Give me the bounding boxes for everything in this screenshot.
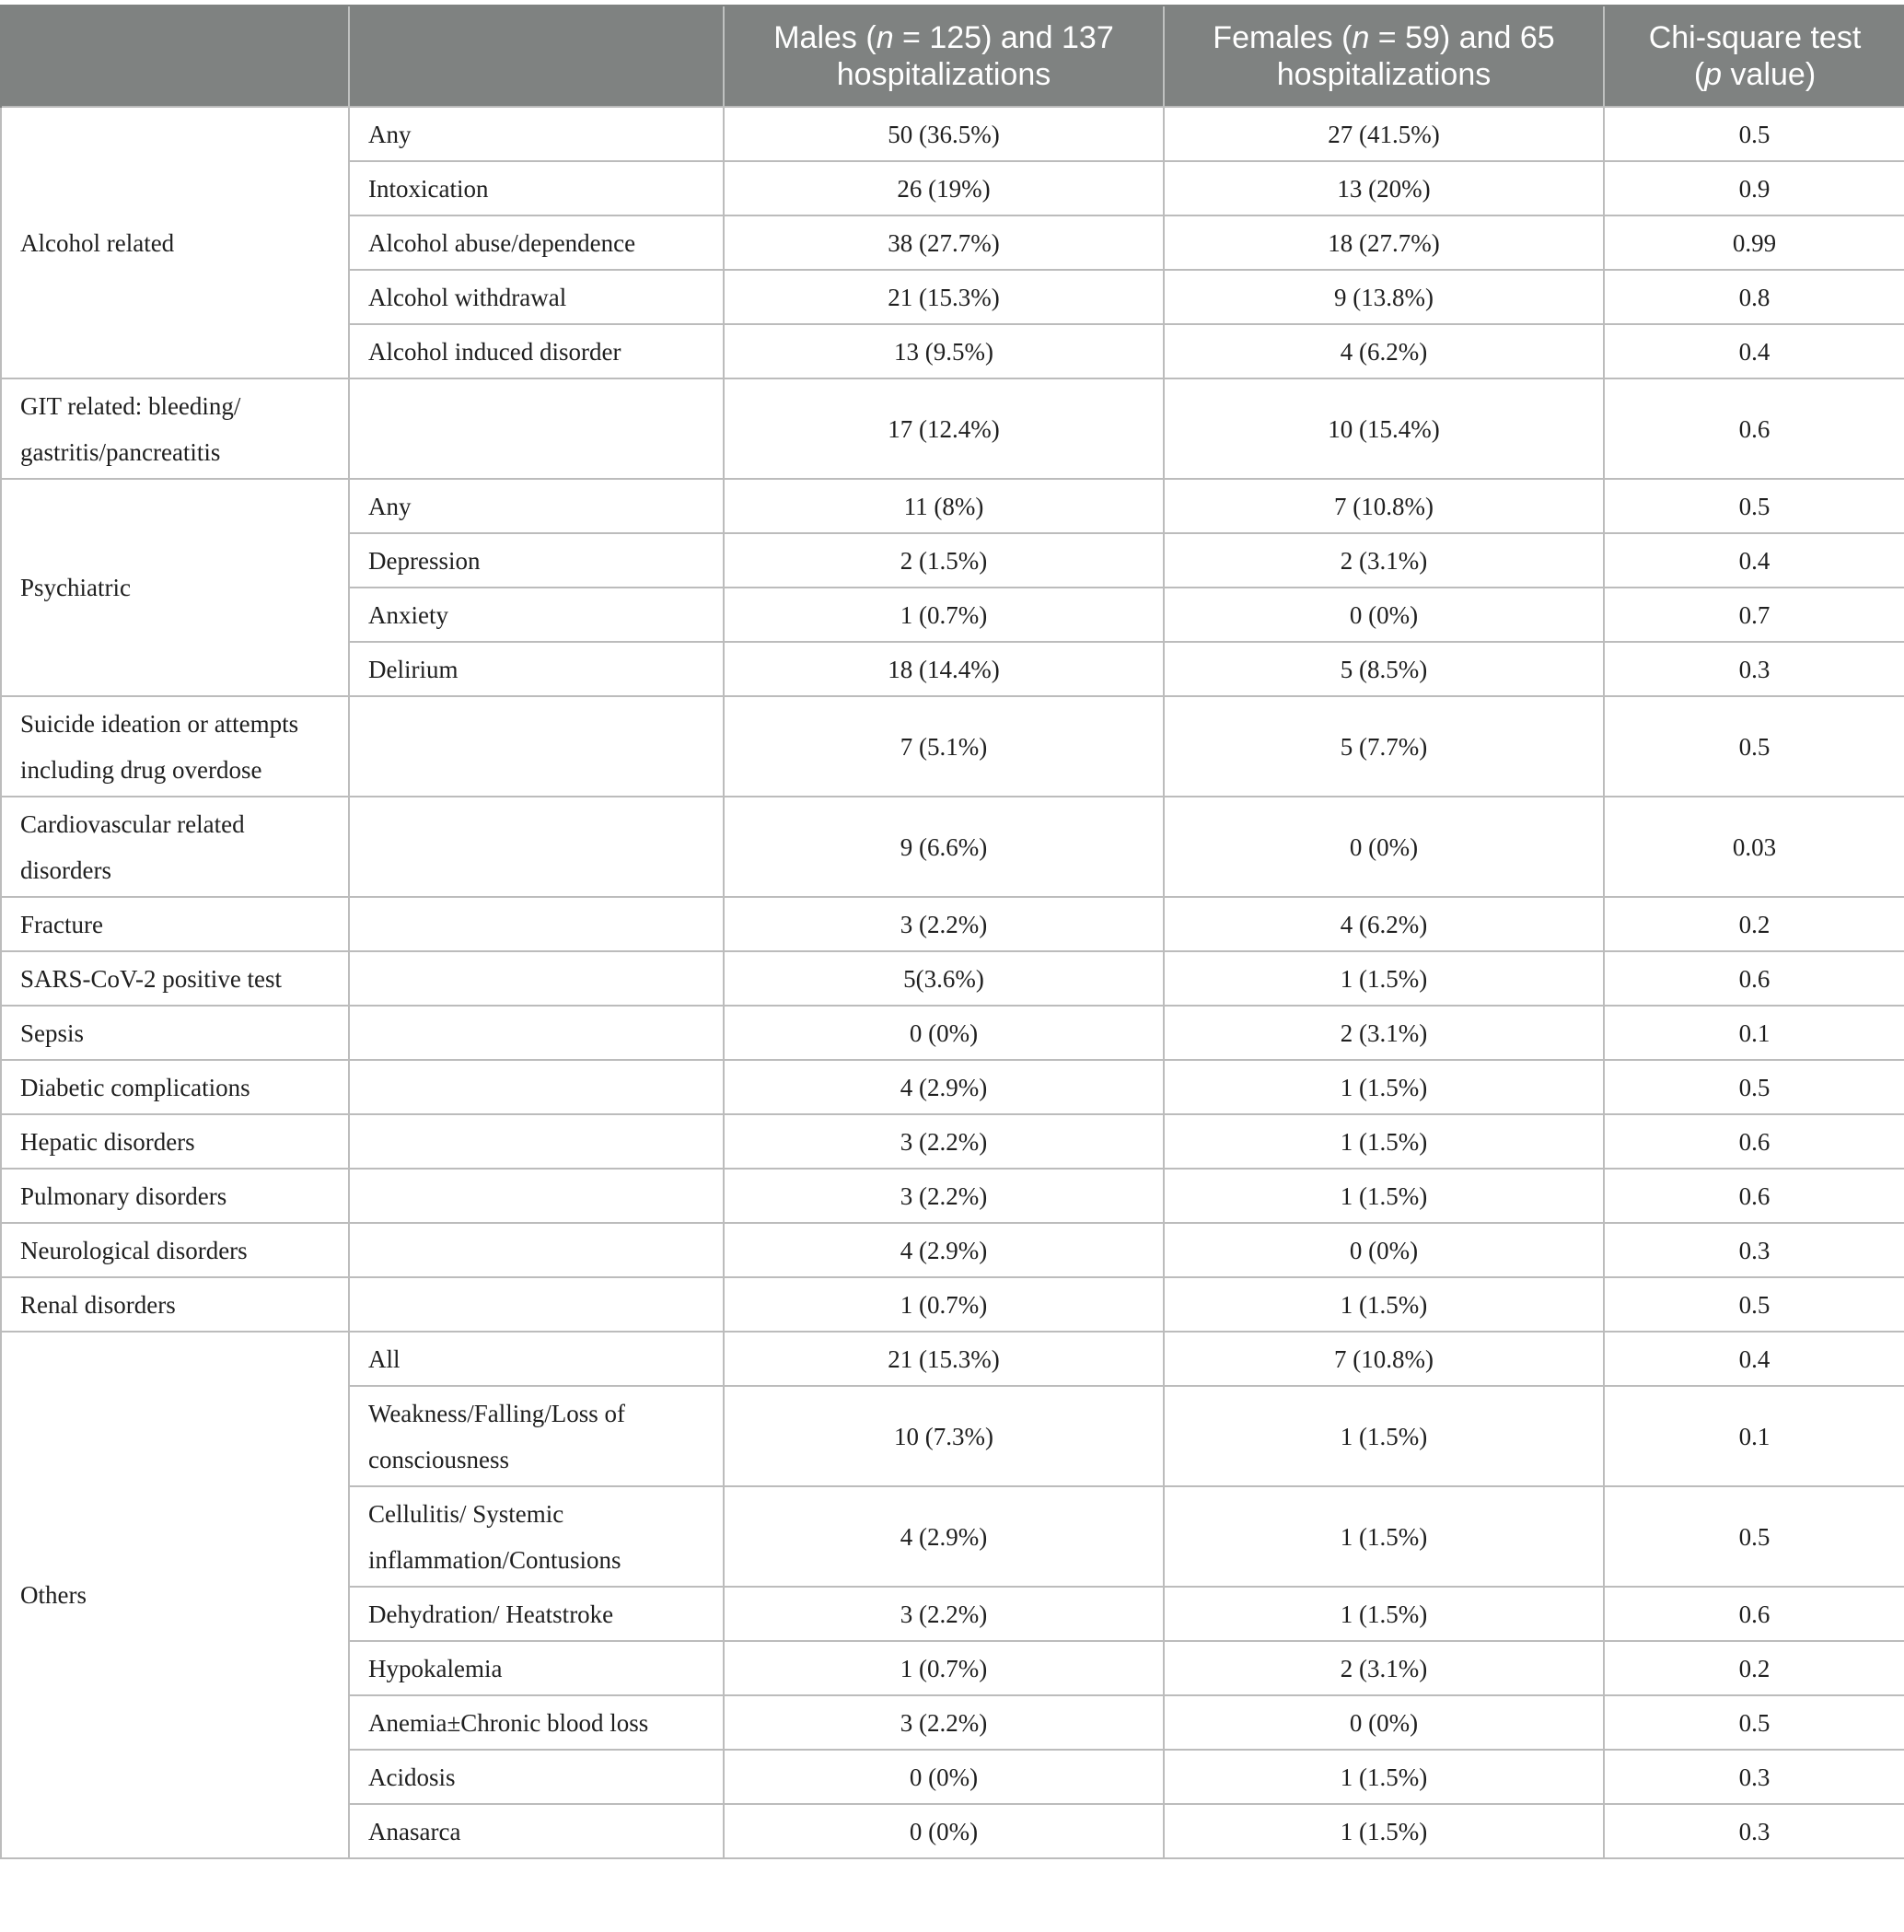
subcategory: Anemia±Chronic blood loss (349, 1695, 724, 1750)
males-value: 2 (1.5%) (724, 533, 1164, 588)
males-value: 5(3.6%) (724, 951, 1164, 1006)
table-row (1, 1169, 1904, 1223)
males-value: 4 (2.9%) (724, 1060, 1164, 1114)
females-value: 7 (10.8%) (1164, 479, 1604, 533)
group-label: Sepsis (1, 1006, 349, 1060)
subcategory: Alcohol withdrawal (349, 270, 724, 324)
females-value: 7 (10.8%) (1164, 1332, 1604, 1386)
subcategory (349, 1114, 724, 1169)
p-value: 0.3 (1604, 1804, 1904, 1858)
females-value: 1 (1.5%) (1164, 1277, 1604, 1332)
group-label: Suicide ideation or attempts including drug overdose (1, 696, 349, 797)
subcategory: Intoxication (349, 161, 724, 215)
table-row (1, 696, 1904, 797)
females-value: 5 (8.5%) (1164, 642, 1604, 696)
females-value: 1 (1.5%) (1164, 1386, 1604, 1486)
table-row (1, 479, 1904, 533)
males-value: 4 (2.9%) (724, 1223, 1164, 1277)
females-value: 0 (0%) (1164, 1223, 1604, 1277)
header-empty-2 (349, 6, 724, 107)
header-females: Females (n = 59) and 65 hospitalizations (1164, 6, 1604, 107)
p-value: 0.2 (1604, 897, 1904, 951)
females-value: 13 (20%) (1164, 161, 1604, 215)
males-value: 13 (9.5%) (724, 324, 1164, 378)
group-label: Others (1, 1332, 349, 1858)
table-row (1, 378, 1904, 479)
females-value: 27 (41.5%) (1164, 107, 1604, 161)
p-value: 0.3 (1604, 1223, 1904, 1277)
females-value: 18 (27.7%) (1164, 215, 1604, 270)
females-value: 1 (1.5%) (1164, 1587, 1604, 1641)
males-value: 3 (2.2%) (724, 1114, 1164, 1169)
group-label: GIT related: bleeding/ gastritis/pancreatitis (1, 378, 349, 479)
p-value: 0.6 (1604, 951, 1904, 1006)
p-value: 0.7 (1604, 588, 1904, 642)
table-row (1, 1223, 1904, 1277)
header-males: Males (n = 125) and 137 hospitalizations (724, 6, 1164, 107)
p-value: 0.99 (1604, 215, 1904, 270)
group-label: Psychiatric (1, 479, 349, 696)
males-value: 4 (2.9%) (724, 1486, 1164, 1587)
females-value: 4 (6.2%) (1164, 324, 1604, 378)
males-value: 3 (2.2%) (724, 1587, 1164, 1641)
p-value: 0.03 (1604, 797, 1904, 897)
p-value: 0.5 (1604, 107, 1904, 161)
males-value: 10 (7.3%) (724, 1386, 1164, 1486)
subcategory (349, 1223, 724, 1277)
subcategory: Anasarca (349, 1804, 724, 1858)
subcategory (349, 1277, 724, 1332)
subcategory: Cellulitis/ Systemic inflammation/Contusions (349, 1486, 724, 1587)
p-value: 0.6 (1604, 1114, 1904, 1169)
females-value: 4 (6.2%) (1164, 897, 1604, 951)
males-value: 9 (6.6%) (724, 797, 1164, 897)
table-row (1, 1060, 1904, 1114)
males-value: 26 (19%) (724, 161, 1164, 215)
males-value: 3 (2.2%) (724, 897, 1164, 951)
subcategory: Dehydration/ Heatstroke (349, 1587, 724, 1641)
p-value: 0.6 (1604, 1587, 1904, 1641)
p-value: 0.5 (1604, 479, 1904, 533)
females-value: 10 (15.4%) (1164, 378, 1604, 479)
table-row (1, 897, 1904, 951)
females-value: 1 (1.5%) (1164, 1486, 1604, 1587)
females-value: 1 (1.5%) (1164, 1169, 1604, 1223)
p-value: 0.2 (1604, 1641, 1904, 1695)
table-row (1, 1006, 1904, 1060)
males-value: 1 (0.7%) (724, 588, 1164, 642)
males-value: 11 (8%) (724, 479, 1164, 533)
group-label: Pulmonary disorders (1, 1169, 349, 1223)
females-value: 0 (0%) (1164, 1695, 1604, 1750)
table-row (1, 1114, 1904, 1169)
females-value: 5 (7.7%) (1164, 696, 1604, 797)
header-row (1, 6, 1904, 107)
subcategory (349, 1006, 724, 1060)
males-value: 1 (0.7%) (724, 1641, 1164, 1695)
males-value: 18 (14.4%) (724, 642, 1164, 696)
p-value: 0.5 (1604, 1486, 1904, 1587)
group-label: Renal disorders (1, 1277, 349, 1332)
males-value: 3 (2.2%) (724, 1695, 1164, 1750)
p-value: 0.3 (1604, 642, 1904, 696)
group-label: Fracture (1, 897, 349, 951)
females-value: 2 (3.1%) (1164, 1006, 1604, 1060)
group-label: Hepatic disorders (1, 1114, 349, 1169)
males-value: 0 (0%) (724, 1804, 1164, 1858)
group-label: SARS-CoV-2 positive test (1, 951, 349, 1006)
p-value: 0.1 (1604, 1386, 1904, 1486)
females-value: 0 (0%) (1164, 588, 1604, 642)
group-label: Diabetic complications (1, 1060, 349, 1114)
subcategory: Acidosis (349, 1750, 724, 1804)
subcategory (349, 897, 724, 951)
subcategory (349, 797, 724, 897)
males-value: 1 (0.7%) (724, 1277, 1164, 1332)
subcategory: All (349, 1332, 724, 1386)
group-label: Alcohol related (1, 107, 349, 378)
males-value: 0 (0%) (724, 1750, 1164, 1804)
p-value: 0.5 (1604, 1277, 1904, 1332)
subcategory: Hypokalemia (349, 1641, 724, 1695)
males-value: 0 (0%) (724, 1006, 1164, 1060)
subcategory: Delirium (349, 642, 724, 696)
table-row (1, 797, 1904, 897)
p-value: 0.6 (1604, 1169, 1904, 1223)
header-chi-square: Chi-square test (p value) (1604, 6, 1904, 107)
p-value: 0.3 (1604, 1750, 1904, 1804)
header-empty-1 (1, 6, 349, 107)
p-value: 0.4 (1604, 533, 1904, 588)
females-value: 0 (0%) (1164, 797, 1604, 897)
subcategory (349, 951, 724, 1006)
p-value: 0.6 (1604, 378, 1904, 479)
p-value: 0.5 (1604, 696, 1904, 797)
subcategory: Weakness/Falling/Loss of consciousness (349, 1386, 724, 1486)
subcategory: Alcohol abuse/dependence (349, 215, 724, 270)
males-value: 21 (15.3%) (724, 1332, 1164, 1386)
males-value: 50 (36.5%) (724, 107, 1164, 161)
females-value: 9 (13.8%) (1164, 270, 1604, 324)
table-row (1, 107, 1904, 161)
males-value: 21 (15.3%) (724, 270, 1164, 324)
males-value: 17 (12.4%) (724, 378, 1164, 479)
females-value: 1 (1.5%) (1164, 1804, 1604, 1858)
p-value: 0.9 (1604, 161, 1904, 215)
table-row (1, 1332, 1904, 1386)
hospitalization-table (0, 5, 1904, 1859)
table-row (1, 951, 1904, 1006)
females-value: 1 (1.5%) (1164, 951, 1604, 1006)
males-value: 7 (5.1%) (724, 696, 1164, 797)
females-value: 1 (1.5%) (1164, 1114, 1604, 1169)
p-value: 0.5 (1604, 1695, 1904, 1750)
females-value: 1 (1.5%) (1164, 1060, 1604, 1114)
subcategory (349, 1060, 724, 1114)
subcategory: Any (349, 479, 724, 533)
subcategory (349, 1169, 724, 1223)
subcategory: Any (349, 107, 724, 161)
females-value: 2 (3.1%) (1164, 533, 1604, 588)
subcategory: Alcohol induced disorder (349, 324, 724, 378)
females-value: 1 (1.5%) (1164, 1750, 1604, 1804)
p-value: 0.1 (1604, 1006, 1904, 1060)
p-value: 0.4 (1604, 1332, 1904, 1386)
p-value: 0.5 (1604, 1060, 1904, 1114)
table-row (1, 1277, 1904, 1332)
subcategory: Depression (349, 533, 724, 588)
p-value: 0.8 (1604, 270, 1904, 324)
group-label: Cardiovascular related disorders (1, 797, 349, 897)
group-label: Neurological disorders (1, 1223, 349, 1277)
p-value: 0.4 (1604, 324, 1904, 378)
males-value: 38 (27.7%) (724, 215, 1164, 270)
subcategory: Anxiety (349, 588, 724, 642)
subcategory (349, 378, 724, 479)
subcategory (349, 696, 724, 797)
females-value: 2 (3.1%) (1164, 1641, 1604, 1695)
males-value: 3 (2.2%) (724, 1169, 1164, 1223)
